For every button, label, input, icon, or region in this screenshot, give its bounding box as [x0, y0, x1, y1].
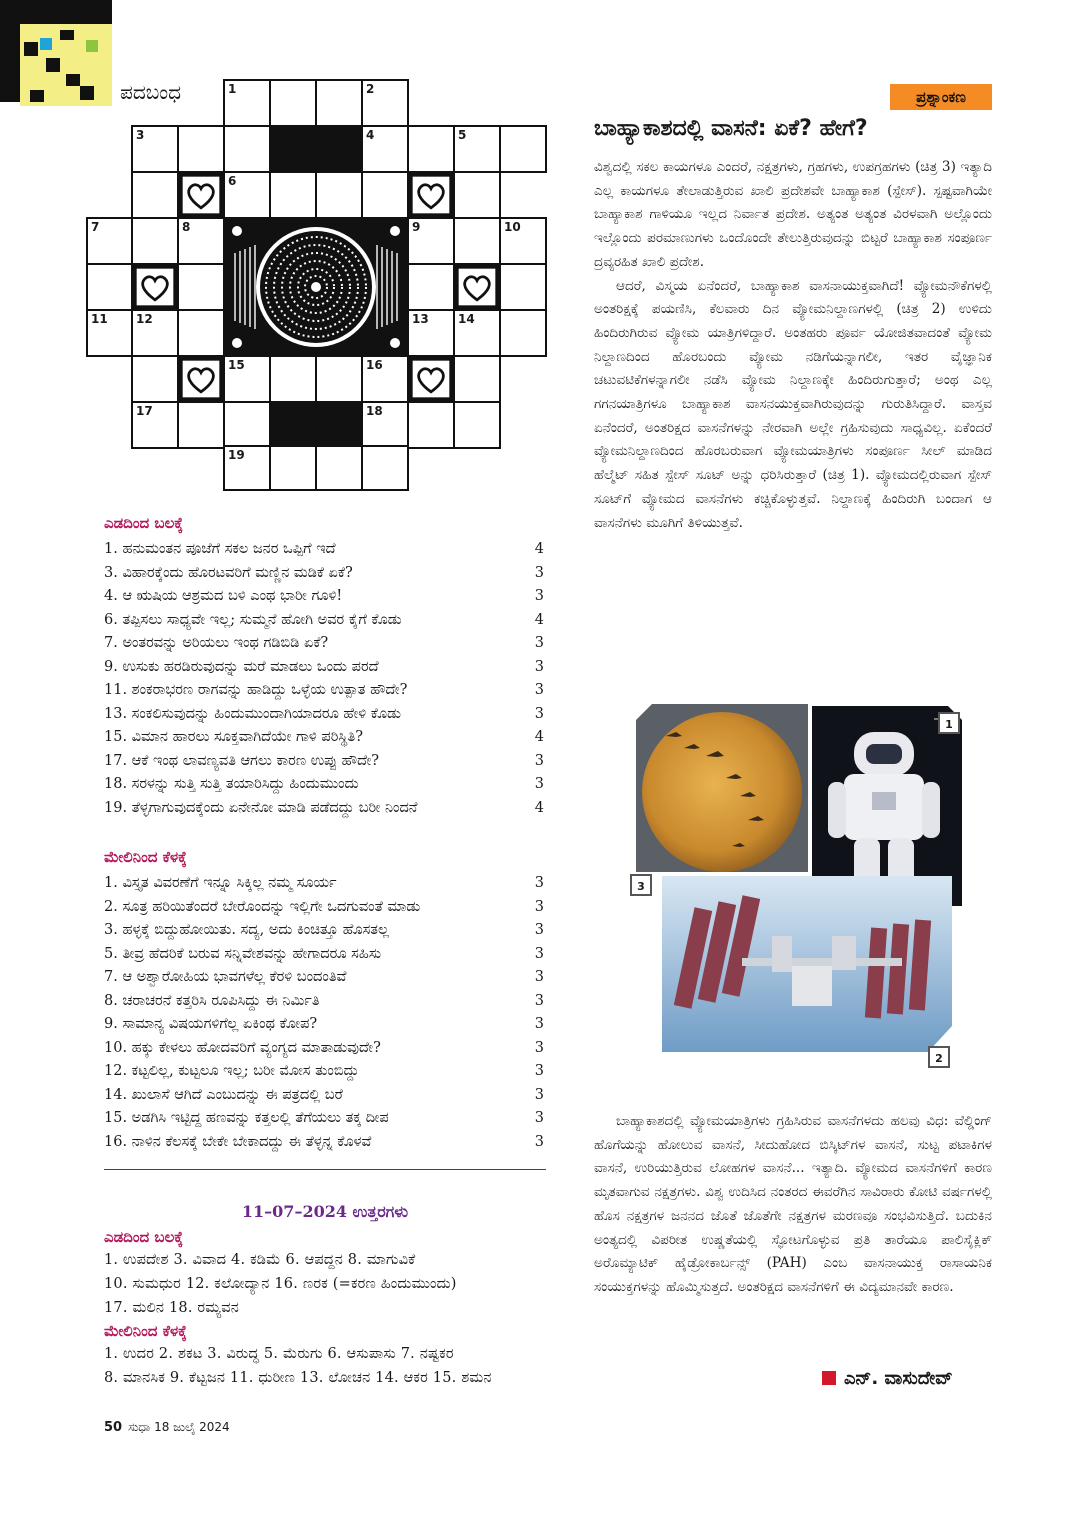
- article-figure: [622, 696, 982, 1082]
- crossword-cell[interactable]: [407, 309, 455, 357]
- crossword-cell[interactable]: [453, 171, 501, 219]
- cell-number: 3: [136, 128, 145, 142]
- answer-line: 8. ಮಾನಸಿಕ 9. ಕೆಟ್ಟಜನ 11. ಧುರೀಣ 13. ಲೋಚನ 14. ಆಕರ 15. ಶಮನ: [104, 1370, 492, 1386]
- clue-row: 2. ಸೂತ್ರ ಹರಿಯಿತೆಂದರೆ ಬೇರೊಂದನ್ನು ಇಲ್ಲಿಗೇ ಒದಗುವಂತೆ ಮಾಡು 3: [104, 898, 544, 915]
- clue-row: 8. ಚರಾಚರನೆ ಕತ್ತರಿಸಿ ರೂಪಿಸಿದ್ದು ಈ ನಿರ್ಮಿತಿ 3: [104, 992, 544, 1009]
- clue-row: 1. ವಿಸ್ತೃತ ವಿವರಣೆಗೆ ಇನ್ನೂ ಸಿಕ್ಕಿಲ್ಲ ನಮ್ಮ ಸೂರ್ಯ 3: [104, 875, 544, 891]
- crossword-cell[interactable]: [315, 355, 363, 403]
- cell-number: 9: [412, 220, 421, 234]
- crossword-cell[interactable]: [315, 445, 363, 491]
- clue-row: 13. ಸಂಕಲಿಸುವುದನ್ನು ಹಿಂದುಮುಂದಾಗಿಯಾದರೂ ಹೇಳಿ ಕೊಡು 3: [104, 705, 544, 722]
- black-block: [269, 125, 363, 173]
- center-ornament: [223, 217, 409, 357]
- cell-number: 2: [366, 82, 375, 96]
- clue-row: 15. ವಿಮಾನ ಹಾರಲು ಸೂಕ್ತವಾಗಿದೆಯೇ ಗಾಳಿ ಪರಿಸ್ಥಿತಿ? 4: [104, 729, 544, 745]
- crossword-cell[interactable]: [131, 125, 179, 173]
- crossword-cell[interactable]: [453, 355, 501, 403]
- divider: [104, 1169, 546, 1170]
- crossword-cell[interactable]: [361, 79, 409, 127]
- crossword-cell[interactable]: [86, 217, 134, 265]
- cell-number: 11: [91, 312, 108, 326]
- cell-number: 12: [136, 312, 153, 326]
- crossword-cell[interactable]: [131, 171, 179, 219]
- clue-row: 1. ಹನುಮಂತನ ಪೂಜೆಗೆ ಸಕಲ ಜನರ ಒಪ್ಪಿಗೆ ಇದೆ 4: [104, 541, 544, 557]
- article-body-top: [594, 156, 992, 535]
- clue-row: 18. ಸರಳನ್ನು ಸುತ್ತಿ ಸುತ್ತಿ ತಯಾರಿಸಿದ್ದು ಹಿಂದುಮುಂದು 3: [104, 776, 544, 792]
- answers-block: [104, 1226, 550, 1390]
- clue-row: 14. ಖುಲಾಸೆ ಆಗಿದೆ ಎಂಬುದನ್ನು ಈ ಪತ್ರದಲ್ಲಿ ಬರೆ 3: [104, 1086, 544, 1103]
- article-body-bottom: [594, 1110, 992, 1300]
- crossword-cell[interactable]: [177, 309, 225, 357]
- page-footer: [104, 1420, 230, 1435]
- paragraph: ಬಾಹ್ಯಾಕಾಶದಲ್ಲಿ ವ್ಯೋಮಯಾತ್ರಿಗಳು ಗ್ರಹಿಸಿರುವ ವಾಸನೆಗಳದು ಹಲವು ವಿಧ: ವೆಲ್ಡಿಂಗ್ ಹೊಗೆಯನ್ನು ಹೋಲುವ ವಾಸನೆ, ಸೀದುಹೋದ ಬಿಸ್ಕಿಟ್‌ಗಳ ವಾಸನೆ, ಸುಟ್ಟ ಪಟಾಕಿಗಳ ವಾಸನೆ, ಉರಿಯುತ್ತಿರುವ ಲೋಹಗಳ ವಾಸನೆ... ಇತ್ಯಾದಿ. ವ್ಯೋಮದ ವಾಸನೆಗಳಿಗೆ ಕಾರಣ ಮೃತವಾಗುವ ನಕ್ಷತ್ರಗಳು. ವಿಶ್ವ ಉದಿಸಿದ ನಂತರದ ಈವರೆಗಿನ ಸಾವಿರಾರು ಕೋಟಿ ವರ್ಷಗಳಲ್ಲಿ ಹೊಸ ನಕ್ಷತ್ರಗಳ ಜನನದ ಜೊತೆ ಜೊತೆಗೇ ನಕ್ಷತ್ರಗಳ ಮರಣವೂ ಸಂಭವಿಸುತ್ತಿದೆ. ಬದುಕಿನ ಅಂತ್ಯದಲ್ಲಿ ವಿಪರೀತ ಉಷ್ಣತೆಯಲ್ಲಿ ಸ್ಫೋಟಗೊಳ್ಳುವ ಪ್ರತಿ ತಾರೆಯೂ ಪಾಲಿಸೈಕ್ಲಿಕ್ ಅರೊಮ್ಯಾಟಿಕ್ ಹೈಡ್ರೋಕಾರ್ಬನ್ಸ್ (PAH) ಎಂಬ ವಾಸನಾಯುಕ್ತ ರಾಸಾಯನಿಕ ಸಂಯುಕ್ತಗಳನ್ನು ಹೊಮ್ಮಿಸುತ್ತದೆ. ಅಂತರಿಕ್ಷದ ವಾಸನೆಗಳಿಗೆ ಈ ವಿದ್ಯಮಾನವೇ ಕಾರಣ.: [594, 1113, 992, 1295]
- crossword-cell[interactable]: [453, 401, 501, 449]
- heart-block-icon: [453, 263, 501, 311]
- crossword-cell[interactable]: [223, 355, 271, 403]
- down-clues: [104, 848, 544, 1154]
- crossword-cell[interactable]: [407, 401, 455, 449]
- crossword-cell[interactable]: [361, 401, 409, 449]
- crossword-cell[interactable]: [315, 171, 363, 219]
- crossword-cell[interactable]: [499, 125, 547, 173]
- crossword-cell[interactable]: [131, 355, 179, 403]
- crossword-cell[interactable]: [361, 445, 409, 491]
- crossword-cell[interactable]: [223, 401, 271, 449]
- clue-row: 10. ಹಕ್ಕು ಕೇಳಲು ಹೋದವರಿಗೆ ವ್ಯಂಗ್ಯದ ಮಾತಾಡುವುದೇ? 3: [104, 1039, 544, 1056]
- crossword-cell[interactable]: [269, 445, 317, 491]
- answer-line: 1. ಉದರ 2. ಶಕಟ 3. ವಿರುದ್ಧ 5. ಮೆರುಗು 6. ಆಸುಪಾಸು 7. ನಷ್ಟಕರ: [104, 1346, 454, 1362]
- cell-number: 13: [412, 312, 429, 326]
- crossword-cell[interactable]: [177, 401, 225, 449]
- clue-row: 17. ಆಕೆ ಇಂಥ ಲಾವಣ್ಯವತಿ ಆಗಲು ಕಾರಣ ಉಪ್ಪು ಹೌದೇ? 3: [104, 752, 544, 769]
- crossword-cell[interactable]: [453, 125, 501, 173]
- crossword-cell[interactable]: [131, 401, 179, 449]
- clue-row: 9. ಸಾಮಾನ್ಯ ವಿಷಯಗಳಿಗೆಲ್ಲ ಏಕಿಂಥ ಕೋಪ? 3: [104, 1016, 544, 1032]
- cell-number: 10: [504, 220, 521, 234]
- figure-label: 3: [630, 874, 652, 896]
- crossword-cell[interactable]: [269, 355, 317, 403]
- heart-block-icon: [177, 171, 225, 219]
- crossword-cell[interactable]: [361, 355, 409, 403]
- footer-text: ಸುಧಾ 18 ಜುಲೈ 2024: [128, 1420, 230, 1434]
- crossword-cell[interactable]: [269, 171, 317, 219]
- clue-row: 5. ತೀವ್ರ ಹೆದರಿಕೆ ಬರುವ ಸನ್ನಿವೇಶವನ್ನು ಹೇಗಾದರೂ ಸಹಿಸು 3: [104, 945, 544, 962]
- crossword-cell[interactable]: [223, 125, 271, 173]
- crossword-cell[interactable]: [407, 263, 455, 311]
- clue-row: 16. ನಾಳಿನ ಕೆಲಸಕ್ಕೆ ಬೇಕೇ ಬೇಕಾದದ್ದು ಈ ತೆಳ್ಳನ್ನ ಕೊಳವೆ 3: [104, 1133, 544, 1150]
- crossword-cell[interactable]: [177, 217, 225, 265]
- across-heading: ಎಡದಿಂದ ಬಲಕ್ಕೆ: [104, 514, 184, 532]
- author-byline: [822, 1368, 953, 1389]
- crossword-cell[interactable]: [86, 309, 134, 357]
- answer-line: 1. ಉಪದೇಶ 3. ವಿವಾದ 4. ಕಡಿಮೆ 6. ಆಪದ್ದನ 8. ಮಾಗುವಿಕೆ: [104, 1252, 416, 1268]
- heart-block-icon: [407, 171, 455, 219]
- cell-number: 15: [228, 358, 245, 372]
- cell-number: 19: [228, 448, 245, 462]
- answers-title: 11–07–2024 ಉತ್ತರಗಳು: [241, 1202, 409, 1221]
- clue-row: 3. ವಿಹಾರಕ್ಕೆಂದು ಹೊರಟವರಿಗೆ ಮಣ್ಣಿನ ಮಡಿಕೆ ಏಕೆ? 3: [104, 564, 544, 581]
- page-number: 50: [104, 1420, 123, 1435]
- cell-number: 4: [366, 128, 375, 142]
- answers-down-heading: ಮೇಲಿನಿಂದ ಕೆಳಕ್ಕೆ: [104, 1322, 187, 1340]
- across-clues: [104, 514, 544, 820]
- crossword-cell[interactable]: [131, 217, 179, 265]
- section-tag: ಪ್ರಶ್ನಾಂಕಣ: [890, 84, 992, 110]
- article-headline: ಬಾಹ್ಯಾಕಾಶದಲ್ಲಿ ವಾಸನೆ: ಏಕೆ? ಹೇಗೆ?: [594, 116, 868, 141]
- crossword-grid: [86, 79, 552, 491]
- answers-across-heading: ಎಡದಿಂದ ಬಲಕ್ಕೆ: [104, 1228, 184, 1246]
- cell-number: 18: [366, 404, 383, 418]
- cell-number: 16: [366, 358, 383, 372]
- cell-number: 6: [228, 174, 237, 188]
- cell-number: 1: [228, 82, 237, 96]
- heart-block-icon: [131, 263, 179, 311]
- figure-label: 2: [928, 1046, 950, 1068]
- clue-row: 19. ತೆಳ್ಳಗಾಗುವುದಕ್ಕೆಂದು ಏನೇನೋ ಮಾಡಿ ಪಡೆದದ್ದು ಬರೀ ನಿಂದನೆ 4: [104, 799, 544, 816]
- clue-row: 7. ಅಂತರವನ್ನು ಅರಿಯಲು ಇಂಥ ಗಡಿಬಿಡಿ ಏಕೆ? 3: [104, 635, 544, 651]
- crossword-cell[interactable]: [407, 125, 455, 173]
- heart-block-icon: [177, 355, 225, 403]
- answer-line: 10. ಸುಮಧುರ 12. ಕಲೋದ್ಯಾನ 16. ಣರಕ (=ಕರಣ ಹಿಂದುಮುಂದು): [104, 1276, 457, 1292]
- cell-number: 5: [458, 128, 467, 142]
- clue-row: 4. ಆ ಋಷಿಯ ಆಶ್ರಮದ ಬಳಿ ಎಂಥ ಭಾರೀ ಗೂಳಿ! 3: [104, 588, 544, 604]
- paragraph: ವಿಶ್ವದಲ್ಲಿ ಸಕಲ ಕಾಯಗಳೂ ಎಂದರೆ, ನಕ್ಷತ್ರಗಳು, ಗ್ರಹಗಳು, ಉಪಗ್ರಹಗಳು (ಚಿತ್ರ 3) ಇತ್ಯಾದಿ ಎಲ್ಲ ಕಾಯಗಳೂ ತೇಲಾಡುತ್ತಿರುವ ಖಾಲಿ ಪ್ರದೇಶವೇ ಬಾಹ್ಯಾಕಾಶ (ಸ್ಪೇಸ್). ಸ್ಪಷ್ಟವಾಗಿಯೇ ಬಾಹ್ಯಾಕಾಶ ಗಾಳಿಯೂ ಇಲ್ಲದ ನಿರ್ವಾತ ಪ್ರದೇಶ. ಅತ್ಯಂತ ಅತ್ಯಂತ ವಿರಳವಾಗಿ ಅಲ್ಲೊಂದು ಇಲ್ಲೊಂದು ಪರಮಾಣುಗಳು ಒಂದೊಂದೇ ತೇಲುತ್ತಿರುವುದನ್ನು ಬಿಟ್ಟರೆ ಬಾಹ್ಯಾಕಾಶ ಸಂಪೂರ್ಣ ದ್ರವ್ಯರಹಿತ ಖಾಲಿ ಪ್ರದೇಶ.: [594, 159, 992, 270]
- answer-line: 17. ಮಲಿನ 18. ರಮ್ಯವನ: [104, 1300, 240, 1316]
- clue-row: 6. ತಪ್ಪಿಸಲು ಸಾಧ್ಯವೇ ಇಲ್ಲ; ಸುಮ್ಮನೆ ಹೋಗಿ ಅವರ ಕೈಗೆ ಕೊಡು 4: [104, 611, 544, 628]
- heart-block-icon: [407, 355, 455, 403]
- clue-row: 3. ಹಳ್ಳಕ್ಕೆ ಬಿದ್ದುಹೋಯಿತು. ಸದ್ಯ, ಅದು ಕಿಂಚಿತ್ತೂ ಹೊಸತಲ್ಲ 3: [104, 922, 544, 938]
- cell-number: 8: [182, 220, 191, 234]
- clue-row: 12. ಕಟ್ಟಲಿಲ್ಲ, ಕುಟ್ಟಲೂ ಇಲ್ಲ; ಬರೀ ಮೋಸ ತುಂಬಿದ್ದು 3: [104, 1063, 544, 1079]
- crossword-cell[interactable]: [177, 125, 225, 173]
- crossword-cell[interactable]: [453, 309, 501, 357]
- crossword-cell[interactable]: [177, 263, 225, 311]
- cell-number: 7: [91, 220, 100, 234]
- crossword-cell[interactable]: [315, 79, 363, 127]
- crossword-cell[interactable]: [131, 309, 179, 357]
- black-block: [269, 401, 363, 449]
- clue-row: 7. ಆ ಅಶ್ವಾರೋಹಿಯ ಭಾವಗಳೆಲ್ಲ ಕೆರಳಿ ಬಂದಂತಿವೆ 3: [104, 969, 544, 985]
- red-square-icon: [822, 1371, 836, 1385]
- down-heading: ಮೇಲಿನಿಂದ ಕೆಳಕ್ಕೆ: [104, 848, 187, 866]
- crossword-cell[interactable]: [361, 125, 409, 173]
- paragraph: ಆದರೆ, ವಿಸ್ಮಯ ಏನೆಂದರೆ, ಬಾಹ್ಯಾಕಾಶ ವಾಸನಾಯುಕ್ತವಾಗಿದೆ! ವ್ಯೋಮನೌಕೆಗಳಲ್ಲಿ ಅಂತರಿಕ್ಷಕ್ಕೆ ಪಯಣಿಸಿ, ಕೆಲವಾರು ದಿನ ವ್ಯೋಮನಿಲ್ದಾಣಗಳಲ್ಲಿ (ಚಿತ್ರ 2) ಉಳಿದು ಹಿಂದಿರುಗಿರುವ ವ್ಯೋಮ ಯಾತ್ರಿಗಳಿದ್ದಾರೆ. ಅಂತಹರು ಪೂರ್ವ ಯೋಜಿತವಾದಂತೆ ವ್ಯೋಮ ನಿಲ್ದಾಣದಿಂದ ಹೊರಬಂದು ವ್ಯೋಮ ನಡಿಗೆಯನ್ನಾಗಲೀ, ಇತರ ವೈಜ್ಞಾನಿಕ ಚಟುವಟಿಕೆಗಳನ್ನಾಗಲೀ ನಡೆಸಿ ವ್ಯೋಮ ನಿಲ್ದಾಣಕ್ಕೇ ಹಿಂದಿರುಗುತ್ತಾರೆ; ಅಂಥ ಎಲ್ಲ ಗಗನಯಾತ್ರಿಗಳೂ ಬಾಹ್ಯಾಕಾಶ ವಾಸನಯುಕ್ತವಾಗಿರುವುದನ್ನು ಗುರುತಿಸಿದ್ದಾರೆ. ವಾಸ್ತವ ಏನೆಂದರೆ, ಅಂತರಿಕ್ಷದ ವಾಸನೆಗಳನ್ನು ನೇರವಾಗಿ ಅಲ್ಲೇ ಗ್ರಹಿಸುವುದು ಸಾಧ್ಯವಿಲ್ಲ. ಏಕೆಂದರೆ ವ್ಯೋಮನಿಲ್ದಾಣದಿಂದ ಹೊರಬರುವಾಗ ವ್ಯೋಮಯಾತ್ರಿಗಳು ಸಂಪೂರ್ಣ ಸೀಲ್ ಮಾಡಿದ ಹೆಲ್ಮೆಟ್ ಸಹಿತ ಸ್ಪೇಸ್ ಸೂಟ್ ಅನ್ನು ಧರಿಸಿರುತ್ತಾರೆ (ಚಿತ್ರ 1). ವ್ಯೋಮದಲ್ಲಿರುವಾಗ ಸ್ಪೇಸ್ ಸೂಟ್‌ಗೆ ವ್ಯೋಮದ ವಾಸನೆಗಳು ಕಚ್ಚಿಕೊಳ್ಳುತ್ತವೆ. ನಿಲ್ದಾಣಕ್ಕೆ ಹಿಂದಿರುಗಿ ಬಂದಾಗ ಆ ವಾಸನೆಗಳು ಮೂಗಿಗೆ ತಿಳಿಯುತ್ತವೆ.: [594, 277, 992, 531]
- crossword-cell[interactable]: [499, 309, 547, 357]
- cell-number: 14: [458, 312, 475, 326]
- crossword-cell[interactable]: [223, 445, 271, 491]
- crossword-cell[interactable]: [499, 217, 547, 265]
- crossword-cell[interactable]: [86, 263, 134, 311]
- section-title: ಪದಬಂಧ: [120, 80, 182, 104]
- crossword-cell[interactable]: [407, 217, 455, 265]
- crossword-cell[interactable]: [361, 171, 409, 219]
- clue-row: 9. ಉಸುಕು ಹರಡಿರುವುದನ್ನು ಮರೆ ಮಾಡಲು ಒಂದು ಪರದೆ 3: [104, 658, 544, 675]
- cell-number: 17: [136, 404, 153, 418]
- crossword-cell[interactable]: [223, 79, 271, 127]
- crossword-cell[interactable]: [453, 217, 501, 265]
- figure-label: 1: [938, 712, 960, 734]
- crossword-cell[interactable]: [499, 263, 547, 311]
- clue-row: 15. ಅಡಗಿಸಿ ಇಟ್ಟಿದ್ದ ಹಣವನ್ನು ಕತ್ತಲಲ್ಲಿ ತೆಗೆಯಲು ತಕ್ಕ ದೀಪ 3: [104, 1110, 544, 1126]
- author-name: ಎನ್. ವಾಸುದೇವ್: [844, 1368, 953, 1389]
- crossword-cell[interactable]: [269, 79, 317, 127]
- clue-row: 11. ಶಂಕರಾಭರಣ ರಾಗವನ್ನು ಹಾಡಿದ್ದು ಒಳ್ಳೆಯ ಉತ್ಪಾತ ಹೌದೇ? 3: [104, 682, 544, 698]
- crossword-cell[interactable]: [223, 171, 271, 219]
